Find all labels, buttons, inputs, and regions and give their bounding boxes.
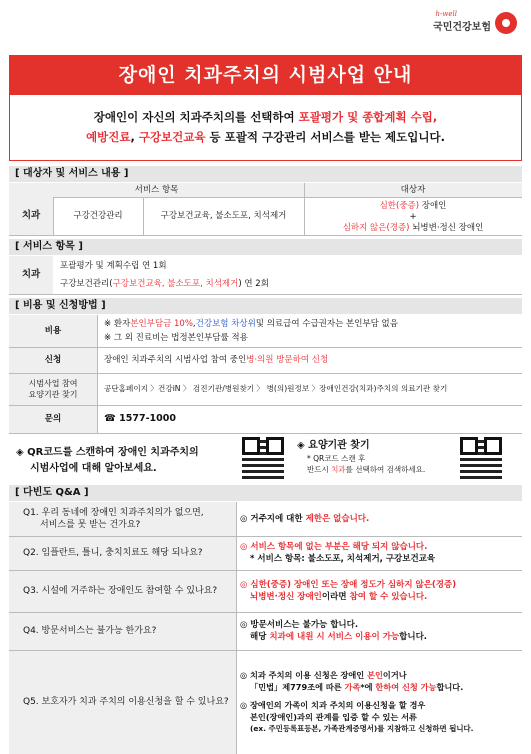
qa-question: Q2. 임플란트, 틀니, 충치치료도 해당 되나요? <box>23 548 203 558</box>
target-text: 심한(중증) <box>379 200 420 211</box>
qr-code-find-clinic[interactable] <box>460 437 502 479</box>
answer-text: 해당 <box>250 632 270 642</box>
answer-text: (ex. 주민등록표등본, 가족관계증명서)를 지참하고 신청하면 됩니다. <box>250 724 474 733</box>
intro-highlight: 구강보건교육 <box>138 130 206 144</box>
service-item: 구강보건교육, 불소도포, 치석제거 <box>160 211 287 221</box>
qr-highlight: 치과 <box>331 465 346 474</box>
target-text: 심하지 않은(경증) <box>342 222 410 233</box>
intro-text: , <box>130 130 139 144</box>
intro-highlight: 예방진료 <box>86 130 131 144</box>
section-header-cost: [ 비용 및 신청방법 ] <box>9 298 522 314</box>
apply-label: 신청 <box>44 355 62 365</box>
qa-question: Q3. 시설에 거주하는 장애인도 참여할 수 있나요? <box>23 586 218 596</box>
qr-text: ◈ QR코드를 스캔하여 장애인 치과주치의 <box>16 447 199 458</box>
target-text: 장애인 <box>419 200 447 211</box>
qr-code-program[interactable] <box>242 437 284 479</box>
qa-answer <box>236 652 522 752</box>
qa-question <box>9 502 234 536</box>
question-line: 서비스를 못 받는 건가요? <box>40 520 141 530</box>
col-target: 대상자 <box>400 185 426 195</box>
cost-line <box>104 317 519 331</box>
apply-highlight: 병·의원 방문하여 신청 <box>246 355 329 365</box>
qr-text: * QR코드 스캔 후 <box>307 454 366 463</box>
section-header-service: [ 서비스 항목 ] <box>9 239 522 255</box>
find-label-line: 요양기관 찾기 <box>28 390 78 399</box>
cost-line: ※ 그 외 진료비는 법정본인부담률 적용 <box>104 333 248 343</box>
qr-info-right <box>297 438 447 475</box>
cost-text: ※ 환자 <box>104 319 131 329</box>
qa-answer <box>236 536 522 570</box>
qr-info-left <box>16 445 236 477</box>
answer-text: *에 <box>360 682 376 692</box>
intro-text: 장애인이 자신의 치과주치의를 선택하여 <box>93 110 299 124</box>
logo-tagline: h-well <box>435 10 457 18</box>
answer-text: 이라면 <box>321 592 350 602</box>
answer-highlight: ◎ 서비스 항목에 없는 부분은 해당 되지 않습니다. <box>240 542 428 552</box>
answer-text: ◎ 거주지에 대한 <box>240 514 306 524</box>
logo-name: 국민건강보험 <box>433 22 491 33</box>
answer-text: 이거나 <box>382 670 407 680</box>
cost-highlight: 건강보험 차상위 <box>195 319 256 329</box>
qa-question: Q5. 보호자가 치과 주치의 이용신청을 할 수 있나요? <box>23 697 229 707</box>
col-service: 서비스 항목 <box>134 185 179 195</box>
contact-phone: ☎ 1577-1000 <box>104 413 176 424</box>
contact-label: 문의 <box>44 414 62 424</box>
answer-text: ◎ 장애인의 가족이 치과 주치의 이용신청을 할 경우 <box>240 700 426 710</box>
row-label-dental: 치과 <box>21 210 41 221</box>
find-path: 공단홈페이지 〉건강iN 〉 검진기관/병원찾기 〉 병(의)원정보 〉장애인건강(치과)주치의 의료기관 찾기 <box>104 384 448 393</box>
qr-text-part: 반드시 <box>307 465 332 474</box>
answer-text: 합니다. <box>399 632 428 642</box>
section-header-target: [ 대상자 및 서비스 내용 ] <box>9 166 522 182</box>
service-text: ) 연 2회 <box>238 279 269 289</box>
nhis-logo <box>433 10 491 33</box>
target-text: 뇌병변·정신 장애인 <box>409 222 484 233</box>
answer-text: 합니다. <box>436 682 464 692</box>
answer-highlight: 가족 <box>344 682 361 692</box>
logo-heart-icon <box>495 12 517 34</box>
answer-text: 본인(장애인)과의 관계를 입증 할 수 있는 서류 <box>250 712 417 722</box>
qr-text-part: 를 선택하여 검색하세요. <box>345 465 426 474</box>
answer-highlight: 제한은 없습니다. <box>305 514 370 524</box>
answer-highlight: 치과에 내원 시 서비스 이용이 가능 <box>269 632 400 642</box>
qa-answer <box>236 570 522 612</box>
apply-text: 장애인 치과주치의 시범사업 참여 중인 <box>104 355 247 365</box>
intro-box <box>9 95 522 161</box>
service-highlight: 구강보건교육, 불소도포, 치석제거 <box>112 279 239 289</box>
apply-line <box>104 347 519 373</box>
service-text: 구강보건관리( <box>60 279 113 289</box>
answer-highlight: ◎ 심한(중증) 장애인 또는 장애 정도가 심하지 않은(경증) <box>240 580 457 590</box>
qr-title: ◈ 요양기관 찾기 <box>297 440 370 451</box>
answer-text: 「민법」제779조에 따른 <box>250 682 345 692</box>
section-header-qa: [ 다빈도 Q&A ] <box>9 485 522 501</box>
answer-text: ◎ 방문서비스는 불가능 합니다. <box>240 620 359 630</box>
intro-text: 등 포괄적 구강관리 서비스를 받는 제도입니다. <box>205 130 445 144</box>
service-item: 구강건강관리 <box>73 211 123 221</box>
answer-text: * 서비스 항목: 불소도포, 치석제거, 구강보건교육 <box>250 554 436 564</box>
cost-label: 비용 <box>44 326 62 336</box>
answer-highlight: 뇌병변·정신 장애인 <box>250 592 322 602</box>
service-line <box>60 276 510 292</box>
qa-answer <box>236 502 522 536</box>
cost-text: , <box>192 319 196 329</box>
find-label <box>9 373 97 405</box>
page-title: 장애인 치과주치의 시범사업 안내 <box>9 55 522 95</box>
row-label-dental: 치과 <box>21 269 41 280</box>
target-description <box>304 199 522 235</box>
qa-question: Q4. 방문서비스는 불가능 한가요? <box>23 626 157 636</box>
find-label-line: 시범사업 참여 <box>28 379 78 388</box>
service-line: 포괄평가 및 계획수립 연 1회 <box>60 261 167 271</box>
answer-highlight: 참여 할 수 있습니다. <box>349 592 428 602</box>
answer-text: ◎ 치과 주치의 이용 신청은 장애인 <box>240 670 368 680</box>
question-line: Q1. 우리 동네에 장애인 치과주치의가 없으면, <box>23 508 204 518</box>
answer-highlight: 한하여 신청 가능 <box>375 682 437 692</box>
qr-text <box>297 464 447 475</box>
answer-highlight: 본인 <box>367 670 383 680</box>
cost-highlight: 본인부담금 10% <box>130 319 193 329</box>
intro-highlight: 포괄평가 및 종합계획 수립, <box>298 110 438 124</box>
qr-text: 시범사업에 대해 알아보세요. <box>30 463 157 474</box>
cost-text: 및 의료급여 수급권자는 본인부담 없음 <box>255 319 398 329</box>
qa-answer <box>236 612 522 650</box>
target-plus: + <box>409 211 417 222</box>
